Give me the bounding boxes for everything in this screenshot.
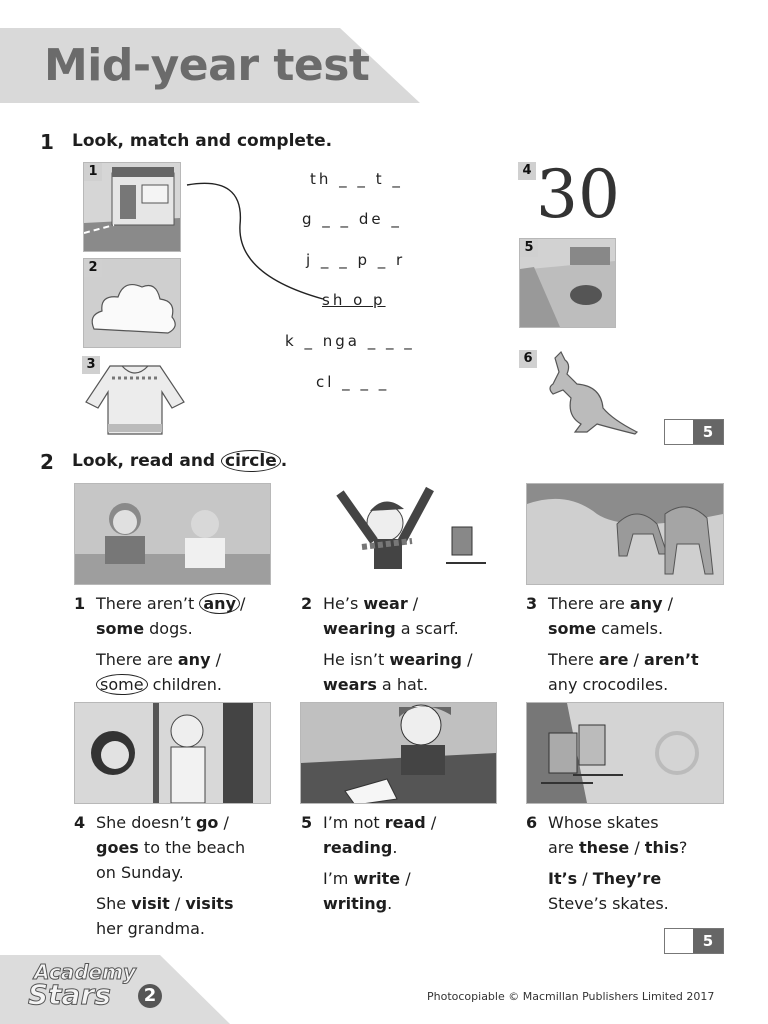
text-fragment: She doesn’t bbox=[96, 813, 196, 832]
section-1-score-box[interactable] bbox=[664, 419, 724, 445]
question-1-line-4 bbox=[96, 672, 286, 697]
question-2-line-3 bbox=[323, 647, 513, 672]
text-fragment: Steve’s skates. bbox=[548, 894, 669, 913]
text-fragment: . bbox=[392, 838, 398, 857]
text-fragment: dogs. bbox=[144, 619, 193, 638]
answer-option-writing[interactable]: writing bbox=[323, 894, 388, 913]
answer-option-visit[interactable]: visit bbox=[131, 894, 170, 913]
text-fragment: / bbox=[240, 594, 246, 613]
question-3-line-3 bbox=[548, 647, 738, 672]
answer-option-go[interactable]: go bbox=[195, 813, 219, 832]
skates-illustration bbox=[527, 703, 723, 803]
page-title: Mid-year test bbox=[44, 40, 370, 91]
answer-option-read[interactable]: read bbox=[384, 813, 426, 832]
text-fragment: camels. bbox=[596, 619, 664, 638]
question-2 bbox=[301, 591, 513, 697]
picture-thirty bbox=[518, 156, 620, 233]
question-1-line-1 bbox=[96, 591, 286, 616]
picture-number: 1 bbox=[84, 163, 102, 181]
answer-option-arent[interactable]: aren’t bbox=[644, 650, 699, 669]
section-2-number: 2 bbox=[40, 450, 54, 474]
answer-option-wearing[interactable]: wearing bbox=[323, 619, 396, 638]
logo-text-stars: Stars bbox=[28, 978, 111, 1011]
answer-option-any[interactable]: any bbox=[177, 650, 211, 669]
answer-option-goes[interactable]: goes bbox=[96, 838, 139, 857]
picture-beach-children bbox=[74, 483, 271, 585]
question-number: 1 bbox=[74, 594, 86, 613]
question-6-line-1 bbox=[548, 810, 738, 835]
question-number: 4 bbox=[74, 813, 86, 832]
word-puzzle-4: sh o p bbox=[322, 291, 386, 309]
text-fragment: / bbox=[628, 650, 645, 669]
picture-number: 6 bbox=[519, 350, 537, 368]
answer-option-any[interactable]: any bbox=[199, 593, 240, 614]
answer-option-wears[interactable]: wears bbox=[323, 675, 377, 694]
text-fragment: Whose skates bbox=[548, 813, 659, 832]
answer-option-any[interactable]: any bbox=[629, 594, 663, 613]
word-puzzle-2: g _ _ de _ bbox=[302, 210, 402, 228]
question-number: 3 bbox=[526, 594, 538, 613]
picture-girl-writing bbox=[300, 702, 497, 804]
question-3-line-1 bbox=[548, 591, 738, 616]
logo-text-academy: Academy bbox=[34, 960, 136, 984]
picture-camels bbox=[526, 483, 724, 585]
instruction-circle-word: circle bbox=[221, 450, 281, 472]
answer-option-these[interactable]: these bbox=[578, 838, 630, 857]
word-puzzle-3: j _ _ p _ r bbox=[306, 251, 406, 269]
word-puzzle-6: cl _ _ _ bbox=[316, 373, 390, 391]
number-thirty: 30 bbox=[536, 156, 620, 233]
text-fragment: . bbox=[387, 894, 393, 913]
girl-writing-illustration bbox=[301, 703, 496, 803]
answer-option-reading[interactable]: reading bbox=[323, 838, 393, 857]
text-fragment: / bbox=[400, 869, 411, 888]
picture-jumper bbox=[80, 354, 190, 438]
instruction-suffix: . bbox=[280, 451, 288, 471]
text-fragment: There aren’t bbox=[96, 594, 200, 613]
instruction-prefix: Look, read and bbox=[72, 451, 216, 471]
picture-shop bbox=[83, 162, 181, 252]
picture-skates bbox=[526, 702, 724, 804]
girl-grandma-illustration bbox=[75, 703, 270, 803]
question-4-line-4 bbox=[96, 916, 286, 941]
matching-line bbox=[185, 175, 335, 305]
question-1-line-3 bbox=[96, 647, 286, 672]
camels-illustration bbox=[527, 484, 723, 584]
text-fragment: her grandma. bbox=[96, 919, 205, 938]
answer-option-visits[interactable]: visits bbox=[185, 894, 234, 913]
text-fragment: a scarf. bbox=[395, 619, 459, 638]
logo-level-badge: 2 bbox=[138, 984, 162, 1008]
text-fragment: to the beach bbox=[138, 838, 246, 857]
question-3 bbox=[526, 591, 738, 697]
section-2-score-box[interactable] bbox=[664, 928, 724, 954]
text-fragment: There are bbox=[96, 650, 178, 669]
text-fragment: / bbox=[662, 594, 673, 613]
word-puzzle-5: k _ nga _ _ _ bbox=[285, 332, 415, 350]
text-fragment: / bbox=[407, 594, 419, 613]
answer-option-its[interactable]: It’s bbox=[548, 869, 578, 888]
question-6-line-2 bbox=[548, 835, 738, 860]
question-number: 2 bbox=[301, 594, 313, 613]
text-fragment: / bbox=[210, 650, 221, 669]
question-4-line-1 bbox=[96, 810, 286, 835]
text-fragment: a hat. bbox=[376, 675, 429, 694]
answer-option-some[interactable]: some bbox=[548, 619, 597, 638]
text-fragment: She bbox=[96, 894, 132, 913]
text-fragment: I’m bbox=[323, 869, 354, 888]
picture-girl-grandma bbox=[74, 702, 271, 804]
text-fragment: He’s bbox=[323, 594, 364, 613]
text-fragment: / bbox=[425, 813, 437, 832]
answer-option-some[interactable]: some bbox=[96, 619, 145, 638]
beach-children-illustration bbox=[75, 484, 270, 584]
section-2-instruction bbox=[72, 451, 287, 471]
section-1-score-value: 5 bbox=[693, 420, 723, 444]
section-1-number: 1 bbox=[40, 130, 54, 154]
answer-option-write[interactable]: write bbox=[353, 869, 401, 888]
answer-option-are[interactable]: are bbox=[598, 650, 629, 669]
picture-number: 4 bbox=[518, 162, 536, 180]
answer-option-wear[interactable]: wear bbox=[363, 594, 408, 613]
question-5 bbox=[301, 810, 513, 916]
question-2-line-4 bbox=[323, 672, 513, 697]
question-5-line-2 bbox=[323, 835, 513, 860]
question-4-line-3 bbox=[96, 891, 286, 916]
kangaroo-illustration bbox=[541, 350, 641, 436]
question-6 bbox=[526, 810, 738, 916]
question-number: 6 bbox=[526, 813, 538, 832]
text-fragment: There bbox=[548, 650, 599, 669]
text-fragment: children. bbox=[147, 675, 222, 694]
picture-kangaroo bbox=[519, 350, 644, 438]
picture-boy-falling bbox=[300, 483, 497, 585]
question-1-line-2 bbox=[96, 616, 286, 641]
answer-option-this[interactable]: this bbox=[644, 838, 679, 857]
question-2-line-2 bbox=[323, 616, 513, 641]
text-fragment: He isn’t bbox=[323, 650, 390, 669]
question-3-line-4 bbox=[548, 672, 738, 697]
picture-garden bbox=[519, 238, 616, 328]
question-4-line-2b bbox=[96, 860, 286, 885]
question-5-line-1 bbox=[323, 810, 513, 835]
copyright-notice: Photocopiable © Macmillan Publishers Limited 2017 bbox=[427, 990, 715, 1003]
question-number: 5 bbox=[301, 813, 313, 832]
boy-falling-illustration bbox=[300, 483, 497, 585]
question-6-line-3 bbox=[548, 866, 738, 891]
question-3-line-2 bbox=[548, 616, 738, 641]
question-5-line-3 bbox=[323, 866, 513, 891]
question-2-line-1 bbox=[323, 591, 513, 616]
text-fragment: / bbox=[169, 894, 186, 913]
text-fragment: / bbox=[629, 838, 645, 857]
question-4 bbox=[74, 810, 286, 941]
text-fragment: / bbox=[461, 650, 473, 669]
question-4-line-2 bbox=[96, 835, 286, 860]
question-6-line-4 bbox=[548, 891, 738, 916]
picture-cloud bbox=[83, 258, 181, 348]
section-2-score-value: 5 bbox=[693, 929, 723, 953]
answer-option-theyre[interactable]: They’re bbox=[592, 869, 662, 888]
text-fragment: ? bbox=[678, 838, 688, 857]
text-fragment: any crocodiles. bbox=[548, 675, 669, 694]
text-fragment: I’m not bbox=[323, 813, 385, 832]
picture-number: 5 bbox=[520, 239, 538, 257]
text-fragment: / bbox=[577, 869, 593, 888]
text-fragment: are bbox=[548, 838, 579, 857]
text-fragment: on Sunday. bbox=[96, 863, 184, 882]
question-5-line-4 bbox=[323, 891, 513, 916]
answer-option-some[interactable]: some bbox=[96, 674, 148, 695]
picture-number: 2 bbox=[84, 259, 102, 277]
answer-option-wearing[interactable]: wearing bbox=[389, 650, 462, 669]
section-1-instruction: Look, match and complete. bbox=[72, 131, 333, 151]
text-fragment: / bbox=[218, 813, 229, 832]
word-puzzle-1: th _ _ t _ bbox=[310, 170, 403, 188]
question-1 bbox=[74, 591, 286, 697]
academy-stars-logo bbox=[28, 958, 168, 1014]
text-fragment: There are bbox=[548, 594, 630, 613]
picture-number: 3 bbox=[82, 356, 100, 374]
